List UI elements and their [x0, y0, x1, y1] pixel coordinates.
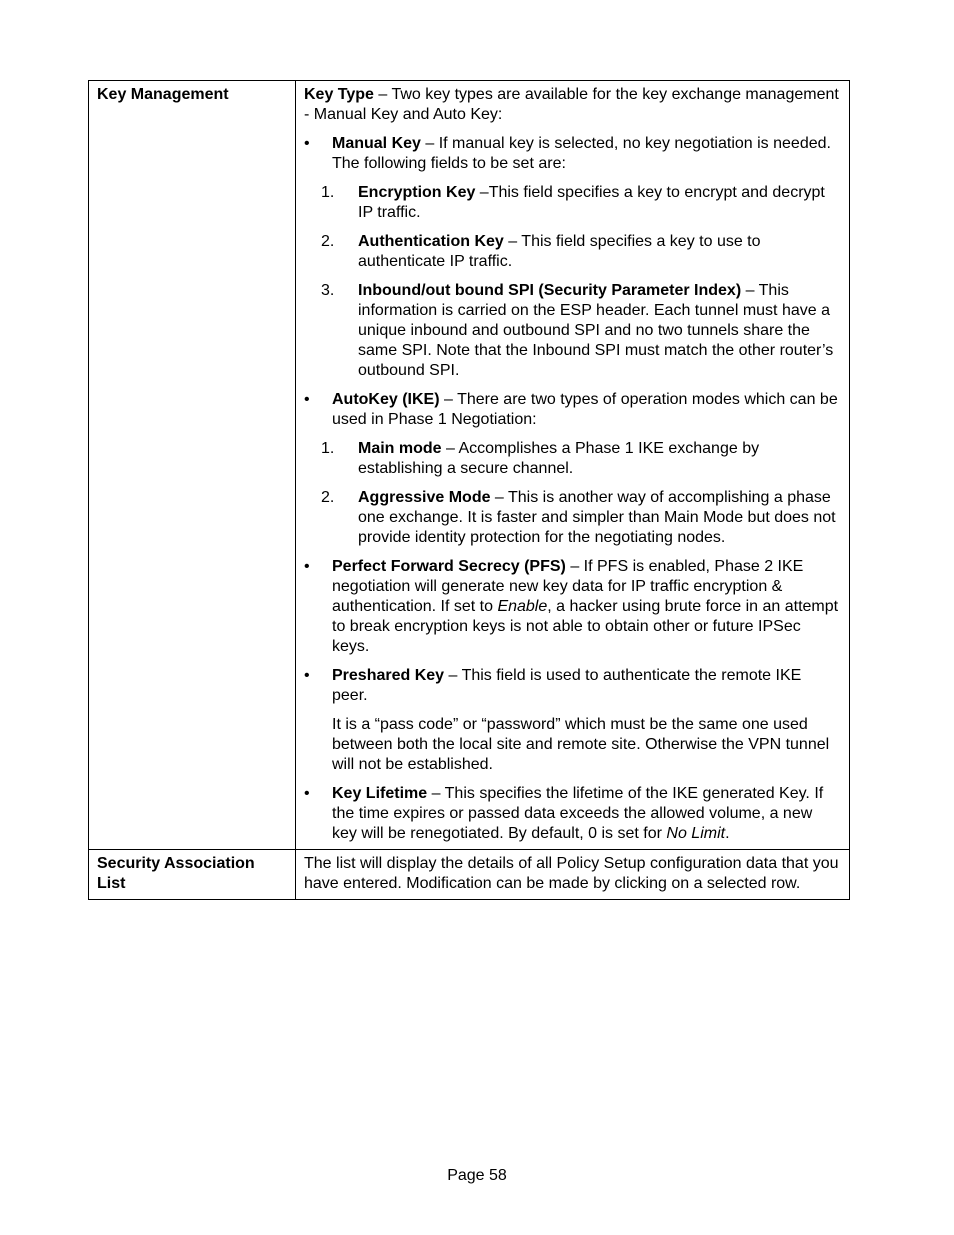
- emphasis: No Limit: [666, 825, 726, 842]
- bullet-key-lifetime: [304, 784, 841, 844]
- numbered-item: [304, 281, 841, 381]
- item-number: 3.: [321, 282, 335, 299]
- description: – If PFS is enabled, Phase 2 IKE negotiation will generate new key data for IP traffic encryption & authentication. If set to: [332, 558, 804, 615]
- term: Key Lifetime: [332, 785, 428, 802]
- bullet-preshared-key: [304, 666, 841, 706]
- row-label-cell: [89, 81, 296, 850]
- numbered-item: [304, 439, 841, 479]
- description: – This field specifies a key to use to authenticate IP traffic.: [358, 233, 761, 270]
- description: – This field is used to authenticate the remote IKE peer.: [332, 667, 802, 704]
- numbered-item: [304, 488, 841, 548]
- term: Authentication Key: [358, 233, 504, 250]
- bullet-icon: •: [304, 135, 310, 152]
- term: Encryption Key: [358, 184, 476, 201]
- description: – Two key types are available for the key exchange management - Manual Key and Auto Key:: [304, 86, 839, 123]
- bullet-icon: •: [304, 785, 310, 802]
- emphasis: Enable: [497, 598, 548, 615]
- item-number: 2.: [321, 233, 335, 250]
- bullet-manual-key: [304, 134, 841, 174]
- term: Key Type: [304, 86, 374, 103]
- description-tail: .: [725, 825, 730, 842]
- term: Main mode: [358, 440, 442, 457]
- row-description-cell: [296, 81, 850, 850]
- description: – There are two types of operation modes which can be used in Phase 1 Negotiation:: [332, 391, 838, 428]
- description: – This information is carried on the ESP header. Each tunnel must have a unique inbound and outbound SPI and no two tunnels share the same SPI. Note that the Inbound SPI must match the other router’s outbound SPI.: [358, 282, 834, 379]
- item-number: 1.: [321, 440, 335, 457]
- bullet-icon: •: [304, 667, 310, 684]
- term: Preshared Key: [332, 667, 445, 684]
- description-cont: , a hacker using brute force in an attempt to break encryption keys is not able to obtain other or future IPSec keys.: [332, 598, 839, 655]
- bullet-autokey: [304, 390, 841, 430]
- term: Inbound/out bound SPI (Security Parameter Index): [358, 282, 742, 299]
- item-number: 1.: [321, 184, 335, 201]
- bullet-pfs: [304, 557, 841, 657]
- row-label-cell: [89, 850, 296, 900]
- term: AutoKey (IKE): [332, 391, 440, 408]
- description: – This specifies the lifetime of the IKE generated Key. If the time expires or passed data exceeds the allowed volume, a new key will be renegotiated. By default, 0 is set for: [332, 785, 824, 842]
- numbered-item: [304, 232, 841, 272]
- description: The list will display the details of all Policy Setup configuration data that you have entered. Modification can be made by clicking on a selected row.: [304, 855, 839, 892]
- page-number: Page 58: [447, 1167, 507, 1184]
- bullet-icon: •: [304, 558, 310, 575]
- description: – Accomplishes a Phase 1 IKE exchange by establishing a secure channel.: [358, 440, 760, 477]
- description: –This field specifies a key to encrypt and decrypt IP traffic.: [358, 184, 825, 221]
- table-row: [89, 850, 850, 900]
- key-type-paragraph: [304, 85, 841, 125]
- term: Manual Key: [332, 135, 421, 152]
- item-number: 2.: [321, 489, 335, 506]
- numbered-item: [304, 183, 841, 223]
- description: – This is another way of accomplishing a phase one exchange. It is faster and simpler than Main Mode but does not provide identity protection for the negotiating nodes.: [358, 489, 836, 546]
- term: Aggressive Mode: [358, 489, 491, 506]
- row-label: Security Association List: [97, 855, 255, 892]
- table-row: [89, 81, 850, 850]
- description: – If manual key is selected, no key negotiation is needed. The following fields to be set are:: [332, 135, 831, 172]
- preshared-note: It is a “pass code” or “password” which must be the same one used between both the local site and remote site. Otherwise the VPN tunnel will not be established.: [332, 716, 830, 773]
- term: Perfect Forward Secrecy (PFS): [332, 558, 566, 575]
- row-description-cell: [296, 850, 850, 900]
- definition-table: [88, 80, 850, 900]
- row-label: Key Management: [97, 86, 229, 103]
- bullet-icon: •: [304, 391, 310, 408]
